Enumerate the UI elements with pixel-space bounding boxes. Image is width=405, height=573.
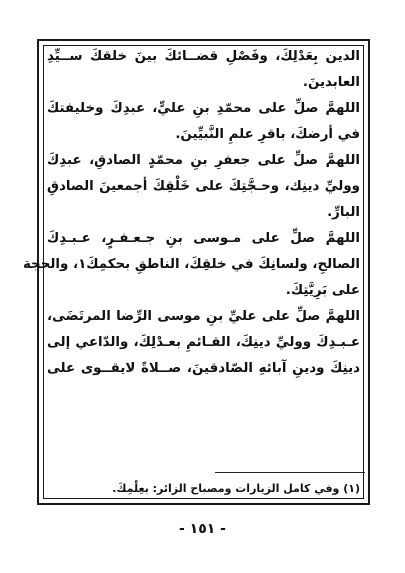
body-text — [22, 44, 360, 382]
text-line: البارِّ. — [327, 205, 360, 220]
text-line: عـبـدِكَ ووليِّ دينِكَ، القـائمِ بعـدْلِكَ، والدّاعي إلى — [47, 335, 360, 350]
footnote: (١) وفي كامل الزيارات ومصباح الزائر: بعِلْمِكَ. — [112, 482, 360, 495]
text-line: الدين بِعَدْلِكَ، وفَصْلِ قضــائكَ بينَ خلقكَ ســيِّدِ — [47, 49, 360, 64]
text-line: الصالحِ، ولسانِكَ في خلقِكَ، الناطقِ بحكمِكَ١، والحجة — [22, 257, 360, 272]
text-line: العابدينَ. — [302, 75, 360, 90]
text-line: اللهمَّ صلِّ على مـوسى بنِ جـعـفـرٍ، عـبـدِكَ — [47, 231, 360, 246]
text-line: اللهمَّ صلِّ على عليِّ بنِ موسى الرِّضا المرتَضَى، — [47, 309, 360, 324]
text-line: ووليِّ دينِك، وحـجَّتِكَ على خَلْقِكَ أجمعينَ الصادقِ — [47, 179, 360, 194]
text-line: اللهمَّ صلِّ على جعفرِ بنِ محمّدٍ الصادقِ، عبدِكَ — [47, 153, 360, 168]
text-line: على بَرِيَّتِكَ. — [285, 283, 360, 298]
text-line: اللهمَّ صلِّ على محمّدِ بنِ عليٍّ، عبدِكَ وخليفتكَ — [47, 101, 360, 116]
page-number: - ١٥١ - — [178, 521, 226, 537]
text-line: دينِكَ ودينِ آبائهِ الصّادقينَ، صــلاةً لايقــوى على — [47, 361, 360, 376]
text-line: في أرضكَ، باقرِ علمِ النَّبيِّينَ. — [175, 127, 360, 142]
footnote-divider — [215, 472, 365, 473]
